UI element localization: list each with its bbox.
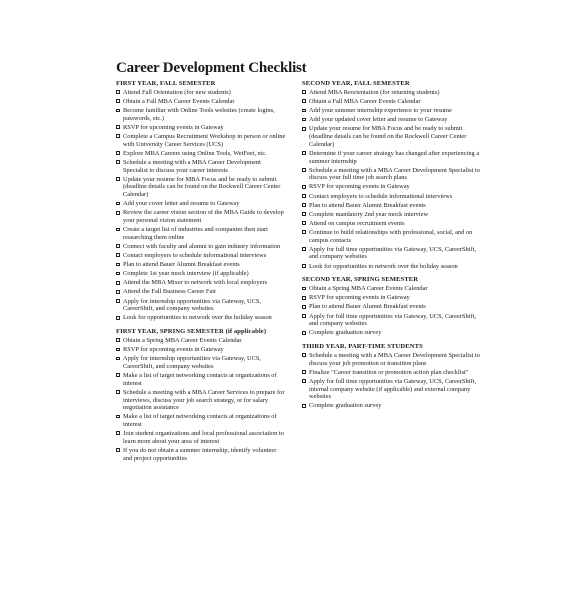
checklist-item bbox=[302, 402, 480, 410]
checklist-item bbox=[116, 279, 286, 287]
checklist-item bbox=[116, 98, 286, 106]
checklist-item bbox=[116, 200, 286, 208]
checklist-item-text: Determine if your career strategy has changed after experiencing a summer internship bbox=[309, 149, 480, 165]
section-heading: THIRD YEAR, PART-TIME STUDENTS bbox=[302, 343, 423, 351]
checklist-item bbox=[302, 211, 480, 219]
checklist-item-text: Update your resume for MBA Focus and be ready to submit (deadline details can be found on the Rockwell Career Center Calendar) bbox=[123, 175, 281, 199]
checklist bbox=[302, 89, 480, 270]
checkbox-icon[interactable] bbox=[302, 109, 306, 113]
checklist-item bbox=[116, 337, 286, 345]
checkbox-icon[interactable] bbox=[302, 264, 306, 268]
right-column bbox=[302, 80, 480, 416]
checklist bbox=[116, 337, 286, 462]
checklist-item bbox=[302, 116, 480, 124]
checklist-item-text: Make a list of target networking contacts at organizations of interest bbox=[123, 413, 277, 428]
checklist-item-text: Schedule a meeting with a MBA Career Services to prepare for interviews, discuss your job search strategy, or for salary negotiation assistance bbox=[123, 388, 285, 412]
section-heading: FIRST YEAR, FALL SEMESTER bbox=[116, 80, 216, 87]
checklist-item-text: Add your cover letter and resume to Gateway bbox=[123, 200, 240, 208]
checklist-item bbox=[302, 329, 480, 337]
checklist-item bbox=[302, 125, 480, 148]
checklist-item-text: Connect with faculty and alumni to gain industry information bbox=[123, 242, 281, 250]
checklist-item-text: Attend MBA Reorientation (for returning students) bbox=[309, 89, 440, 96]
checklist-item bbox=[116, 226, 286, 241]
checkbox-icon[interactable] bbox=[302, 185, 306, 189]
checkbox-icon[interactable] bbox=[116, 290, 120, 294]
checklist-item bbox=[116, 176, 286, 199]
checklist-item-text: Create a target list of industries and companies then start researching them online bbox=[123, 226, 268, 241]
checklist-item-text: Add your summer internship experience to your resume bbox=[309, 107, 452, 115]
checklist-item bbox=[302, 89, 480, 97]
checkbox-icon[interactable] bbox=[116, 448, 120, 452]
checklist-item-text: Schedule a meeting with a MBA Career Development Specialist to discuss your career interests bbox=[123, 158, 261, 174]
checklist-item bbox=[302, 202, 480, 210]
checklist-item bbox=[302, 98, 480, 106]
checkbox-icon[interactable] bbox=[116, 390, 120, 394]
checklist-item-text: Schedule a meeting with a MBA Career Development Specialist to discuss your job promotion or transition plans bbox=[309, 352, 480, 367]
checkbox-icon[interactable] bbox=[116, 244, 120, 248]
checklist-item-text: Schedule a meeting with a MBA Career Development Specialist to discuss your full time job search plans bbox=[309, 166, 480, 182]
checkbox-icon[interactable] bbox=[116, 373, 120, 377]
checklist-item-text: Attend the Fall Business Career Fair bbox=[123, 288, 217, 296]
checklist-item-text: Explore MBA Careers using Online Tools, WetFeet, etc. bbox=[123, 149, 267, 157]
checklist-item bbox=[116, 133, 286, 148]
checkbox-icon[interactable] bbox=[302, 194, 306, 198]
checklist-item bbox=[302, 246, 480, 261]
section-heading: SECOND YEAR, FALL SEMESTER bbox=[302, 80, 410, 87]
checkbox-icon[interactable] bbox=[116, 109, 120, 113]
checklist-item-text: Contact employers to schedule informational interviews bbox=[309, 192, 453, 200]
checkbox-icon[interactable] bbox=[302, 90, 306, 94]
checklist-item bbox=[116, 346, 286, 354]
checklist-item-text: Attend Fall Orientation (for new students) bbox=[123, 89, 231, 96]
checklist-item-text: Apply for full time opportunities via Gateway, UCS, CareerShift, and company websites bbox=[309, 312, 476, 328]
checklist-item-text: Apply for internship opportunities via Gateway, UCS, CareerShift, and company websites bbox=[123, 297, 262, 313]
checklist-item-text: If you do not obtain a summer internship, identify volunteer and project opportunities bbox=[123, 446, 277, 462]
checkbox-icon[interactable] bbox=[116, 316, 120, 320]
checklist bbox=[302, 352, 480, 410]
checklist-item-text: Add your updated cover letter and resume to Gateway bbox=[309, 116, 448, 124]
checklist-section bbox=[116, 328, 286, 462]
page-title: Career Development Checklist bbox=[116, 60, 307, 76]
checklist bbox=[116, 89, 286, 322]
checklist-section bbox=[302, 276, 480, 337]
checklist-item-text: Update your resume for MBA Focus and be ready to submit (deadline details can be found on the Rockwell Career Center Calendar) bbox=[309, 125, 467, 148]
section-heading: FIRST YEAR, SPRING SEMESTER (if applicable) bbox=[116, 328, 267, 336]
checkbox-icon[interactable] bbox=[116, 151, 120, 155]
checklist-item bbox=[116, 447, 286, 462]
checkbox-icon[interactable] bbox=[302, 99, 306, 103]
checklist-item bbox=[302, 229, 480, 244]
checkbox-icon[interactable] bbox=[116, 99, 120, 103]
checklist-item bbox=[302, 369, 480, 377]
checkbox-icon[interactable] bbox=[116, 253, 120, 257]
checklist-item bbox=[302, 294, 480, 302]
checkbox-icon[interactable] bbox=[302, 314, 306, 318]
checklist-item bbox=[116, 389, 286, 412]
checklist-item bbox=[116, 209, 286, 224]
checkbox-icon[interactable] bbox=[302, 247, 306, 251]
checklist-item bbox=[302, 378, 480, 401]
checklist-item-text: Complete graduation survey bbox=[309, 402, 382, 410]
checkbox-icon[interactable] bbox=[302, 379, 306, 383]
checkbox-icon[interactable] bbox=[116, 177, 120, 181]
checklist-item-text: Obtain a Spring MBA Career Events Calendar bbox=[123, 337, 242, 345]
checkbox-icon[interactable] bbox=[302, 212, 306, 216]
checklist-item bbox=[116, 243, 286, 251]
checkbox-icon[interactable] bbox=[116, 431, 120, 435]
checkbox-icon[interactable] bbox=[116, 211, 120, 215]
checkbox-icon[interactable] bbox=[302, 404, 306, 408]
checkbox-icon[interactable] bbox=[302, 127, 306, 131]
checkbox-icon[interactable] bbox=[302, 370, 306, 374]
checkbox-icon[interactable] bbox=[302, 287, 306, 291]
checklist-item bbox=[116, 89, 286, 97]
checklist-item bbox=[302, 193, 480, 201]
checklist bbox=[302, 285, 480, 337]
checkbox-icon[interactable] bbox=[302, 353, 306, 357]
checklist-item-text: RSVP for upcoming events in Gateway bbox=[123, 346, 224, 354]
checklist-item-text: Contact employers to schedule informational interviews bbox=[123, 252, 267, 260]
checklist-item-text: Complete graduation survey bbox=[309, 329, 382, 337]
checkbox-icon[interactable] bbox=[302, 203, 306, 207]
checklist-item bbox=[302, 263, 480, 271]
checklist-item bbox=[302, 150, 480, 165]
checklist-item-text: Plan to attend Bauer Alumni Breakfast events bbox=[123, 261, 240, 269]
checklist-item-text: RSVP for upcoming events in Gateway bbox=[309, 294, 410, 302]
checkbox-icon[interactable] bbox=[116, 125, 120, 129]
checklist-item-text: RSVP for upcoming events in Gateway bbox=[123, 123, 224, 131]
checklist-item bbox=[302, 303, 480, 311]
checkbox-icon[interactable] bbox=[302, 168, 306, 172]
checklist-item bbox=[116, 159, 286, 174]
checklist-item bbox=[116, 314, 286, 322]
checklist-item-text: Continue to build relationships with professional, social, and on campus contacts bbox=[309, 228, 473, 244]
checklist-item bbox=[116, 107, 286, 122]
checklist-item bbox=[116, 355, 286, 370]
checkbox-icon[interactable] bbox=[302, 151, 306, 155]
checklist-item-text: Obtain a Spring MBA Career Events Calendar bbox=[309, 285, 428, 293]
checkbox-icon[interactable] bbox=[116, 134, 120, 138]
checklist-item-text: Apply for full time opportunities via Gateway, UCS, CareerShift, and company websites bbox=[309, 245, 476, 261]
checklist-item-text: Apply for full time opportunities via Gateway, UCS, CareerShift, internal company website (if applicable) and external company websites bbox=[309, 377, 476, 401]
checkbox-icon[interactable] bbox=[116, 281, 120, 285]
left-column bbox=[116, 80, 286, 468]
checklist-item bbox=[116, 413, 286, 428]
checklist-item bbox=[302, 167, 480, 182]
checkbox-icon[interactable] bbox=[116, 160, 120, 164]
checklist-item-text: Complete 1st year mock interview (if applicable) bbox=[123, 270, 249, 278]
checklist-item-text: Plan to attend Bauer Alumni Breakfast events bbox=[309, 201, 426, 209]
checkbox-icon[interactable] bbox=[302, 331, 306, 335]
checkbox-icon[interactable] bbox=[116, 263, 120, 267]
checklist-item bbox=[302, 183, 480, 191]
checkbox-icon[interactable] bbox=[302, 296, 306, 300]
checklist-item-text: Finalize "Career transition or promotion action plan checklist" bbox=[309, 368, 469, 376]
checklist-item bbox=[302, 352, 480, 367]
checkbox-icon[interactable] bbox=[116, 272, 120, 276]
checkbox-icon[interactable] bbox=[116, 348, 120, 352]
checkbox-icon[interactable] bbox=[302, 221, 306, 225]
checkbox-icon[interactable] bbox=[116, 228, 120, 232]
checklist-item-text: Obtain a Fall MBA Career Events Calendar bbox=[123, 98, 235, 106]
checklist-item-text: Obtain a Fall MBA Career Events Calendar bbox=[309, 98, 421, 106]
checklist-section bbox=[116, 80, 286, 322]
checklist-item bbox=[116, 252, 286, 260]
checklist-item bbox=[302, 313, 480, 328]
checklist-item-text: Join student organizations and local professional association to learn more about your area of interest bbox=[123, 430, 284, 445]
checkbox-icon[interactable] bbox=[116, 299, 120, 303]
checklist-item bbox=[116, 150, 286, 158]
checklist-item-text: RSVP for upcoming events in Gateway bbox=[309, 183, 410, 191]
section-heading: SECOND YEAR, SPRING SEMESTER bbox=[302, 276, 419, 284]
checkbox-icon[interactable] bbox=[302, 230, 306, 234]
checklist-item bbox=[116, 430, 286, 445]
checklist-section bbox=[302, 343, 480, 410]
checklist-item-text: Look for opportunities to network over the holiday season bbox=[123, 314, 272, 322]
checklist-item bbox=[116, 261, 286, 269]
checkbox-icon[interactable] bbox=[116, 415, 120, 419]
checkbox-icon[interactable] bbox=[302, 118, 306, 122]
checklist-item bbox=[116, 298, 286, 313]
checklist-item bbox=[116, 372, 286, 387]
checklist-item-text: Make a list of target networking contacts at organizations of interest bbox=[123, 372, 277, 387]
checklist-item-text: Attend on campus recruitment events bbox=[309, 219, 405, 227]
checkbox-icon[interactable] bbox=[302, 305, 306, 309]
checkbox-icon[interactable] bbox=[116, 90, 120, 94]
checkbox-icon[interactable] bbox=[116, 338, 120, 342]
checklist-item-text: Attend the MBA Mixer to network with local employers bbox=[123, 279, 268, 287]
checklist-item-text: Become familiar with Online Tools websites (create logins, passwords, etc.) bbox=[123, 107, 275, 122]
checkbox-icon[interactable] bbox=[116, 357, 120, 361]
checklist-item-text: Look for opportunities to network over the holiday season bbox=[309, 262, 458, 270]
checklist-item-text: Plan to attend Bauer Alumni Breakfast events bbox=[309, 303, 426, 311]
checklist-section bbox=[302, 80, 480, 270]
checklist-item-text: Complete mandatory 2nd year mock interview bbox=[309, 210, 429, 218]
checklist-item bbox=[302, 220, 480, 228]
checklist-item bbox=[116, 288, 286, 296]
checklist-item bbox=[116, 270, 286, 278]
checklist-item bbox=[302, 285, 480, 293]
checklist-item bbox=[116, 124, 286, 132]
checklist-item-text: Apply for internship opportunities via Gateway, UCS, CareerShift, and company websites bbox=[123, 355, 262, 370]
checklist-item bbox=[302, 107, 480, 115]
checkbox-icon[interactable] bbox=[116, 202, 120, 206]
checklist-item-text: Complete a Campus Recruitment Workshop in person or online with University Career Services (UCS) bbox=[123, 133, 286, 148]
checklist-item-text: Review the career vision section of the MBA Guide to develop your personal vision statement bbox=[123, 209, 284, 225]
